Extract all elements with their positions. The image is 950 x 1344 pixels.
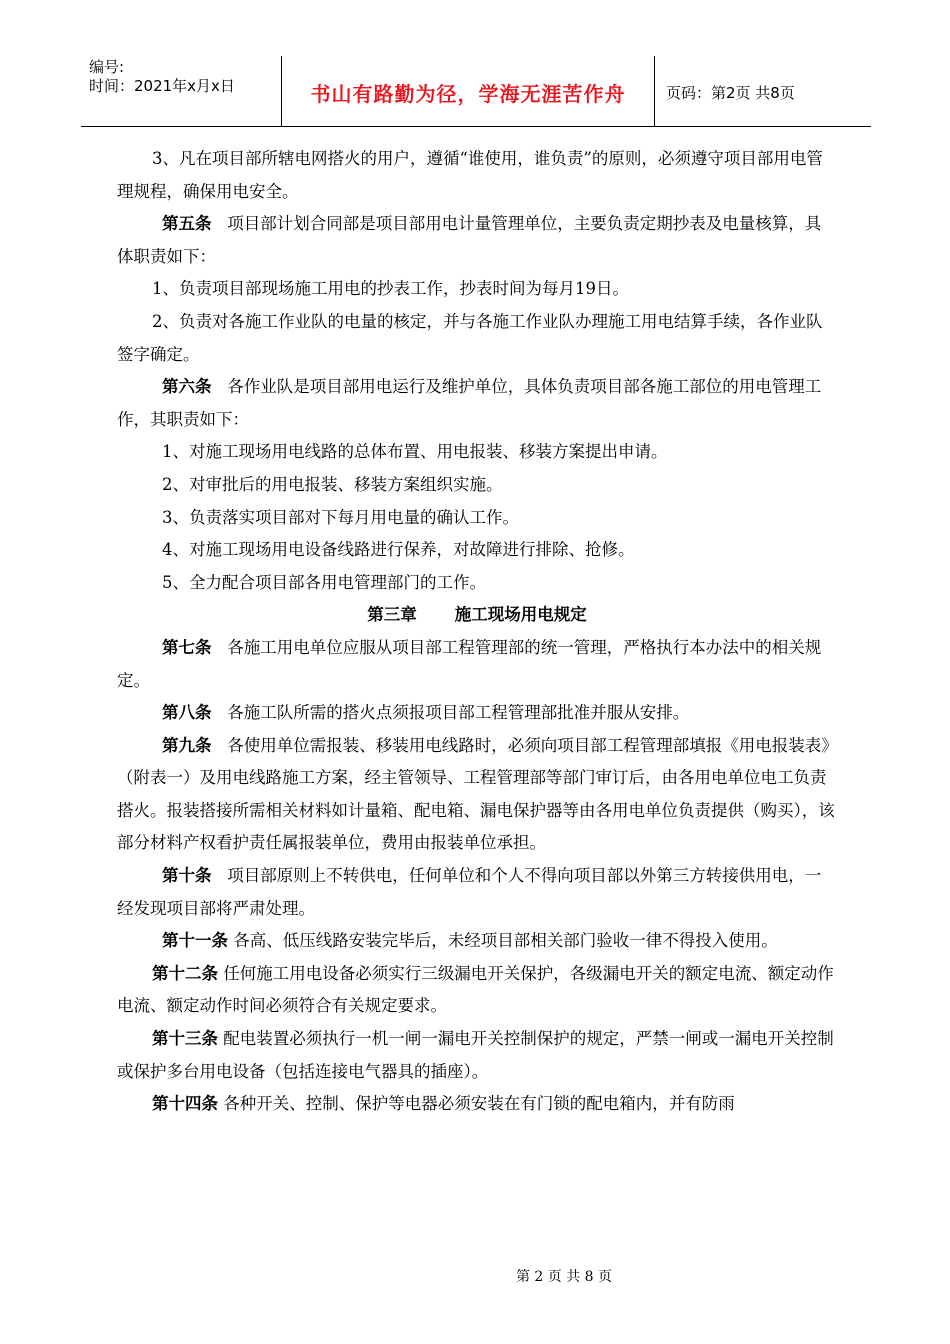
article-title: 第十三条: [152, 1029, 218, 1049]
document-body: [117, 143, 837, 1121]
page-header: [81, 56, 871, 127]
article-9: [117, 730, 837, 860]
article-title: 第十二条: [152, 963, 218, 983]
article-text: 配电装置必须执行一机一闸一漏电开关控制保护的规定，严禁一闸或一漏电开关控制或保护多台用电设备（包括连接电气器具的插座）。: [117, 1029, 834, 1081]
chapter-number: 第三章: [367, 605, 417, 625]
page-footer: 第 2 页 共 8 页: [515, 1269, 613, 1285]
document-time-label: 时间：2021年x月x日: [89, 77, 235, 95]
header-divider: [654, 56, 655, 126]
list-item: 3、负责落实项目部对下每月用电量的确认工作。: [162, 507, 519, 527]
article-8: [117, 697, 837, 730]
document-number-label: 编号:: [89, 58, 125, 76]
article-text: 各高、低压线路安装完毕后，未经项目部相关部门验收一律不得投入使用。: [233, 931, 778, 951]
header-motto: 书山有路勤为径，学海无涯苦作舟: [310, 82, 626, 106]
article-14: [117, 1088, 837, 1121]
article-12: [117, 958, 837, 1023]
article-11: [117, 925, 837, 958]
list-item: 2、负责对各施工作业队的电量的核定，并与各施工作业队办理施工用电结算手续，各作业队签字确定。: [117, 311, 823, 364]
article-title: 第十四条: [152, 1094, 218, 1114]
list-item: 4、对施工现场用电设备线路进行保养，对故障进行排除、抢修。: [162, 540, 635, 560]
list-item: 1、对施工现场用电线路的总体布置、用电报装、移装方案提出申请。: [162, 442, 668, 462]
article-text: 任何施工用电设备必须实行三级漏电开关保护，各级漏电开关的额定电流、额定动作电流、额定动作时间必须符合有关规定要求。: [117, 963, 834, 1016]
chapter-heading: [117, 599, 837, 632]
article-text: 各种开关、控制、保护等电器必须安装在有门锁的配电箱内，并有防雨: [223, 1094, 735, 1114]
article-title: 第八条: [162, 703, 212, 723]
header-page-number: 页码：第2页 共8页: [666, 84, 795, 102]
article-text: 项目部原则上不转供电，任何单位和个人不得向项目部以外第三方转接供用电，一经发现项目部将严肃处理。: [117, 866, 822, 918]
article-title: 第九条: [162, 735, 212, 755]
article-title: 第五条: [162, 214, 212, 234]
chapter-title: 施工现场用电规定: [454, 605, 587, 625]
article-title: 第十一条: [162, 931, 228, 951]
article-text: 各施工用电单位应服从项目部工程管理部的统一管理，严格执行本办法中的相关规定。: [117, 637, 822, 690]
list-item: 5、全力配合项目部各用电管理部门的工作。: [162, 572, 486, 592]
paragraph: 3、凡在项目部所辖电网搭火的用户，遵循“谁使用，谁负责”的原则，必须遵守项目部用电管理规程，确保用电安全。: [117, 149, 823, 201]
article-13: [117, 1023, 837, 1088]
list-item: 2、对审批后的用电报装、移装方案组织实施。: [162, 474, 503, 494]
article-text: 各使用单位需报装、移装用电线路时，必须向项目部工程管理部填报《用电报装表》（附表一）及用电线路施工方案，经主管领导、工程管理部等部门审订后，由各用电单位电工负责搭火。报装搭接所需相关材料如计量箱、配电箱、漏电保护器等由各用电单位负责提供（购买），该部分材料产权看护责任属报装单位，费用由报装单位承担。: [117, 735, 835, 853]
article-title: 第十条: [162, 866, 212, 886]
article-text: 项目部计划合同部是项目部用电计量管理单位，主要负责定期抄表及电量核算，具体职责如下：: [117, 214, 822, 266]
article-10: [117, 860, 837, 925]
article-text: 各施工队所需的搭火点须报项目部工程管理部批准并服从安排。: [227, 703, 690, 723]
article-6: [117, 371, 837, 436]
header-meta: [89, 58, 235, 96]
article-title: 第七条: [162, 637, 212, 657]
article-title: 第六条: [162, 377, 212, 397]
article-5: [117, 208, 837, 273]
article-7: [117, 632, 837, 697]
list-item: 1、负责项目部现场施工用电的抄表工作，抄表时间为每月19日。: [152, 279, 629, 299]
article-text: 各作业队是项目部用电运行及维护单位，具体负责项目部各施工部位的用电管理工作，其职责如下：: [117, 377, 822, 429]
